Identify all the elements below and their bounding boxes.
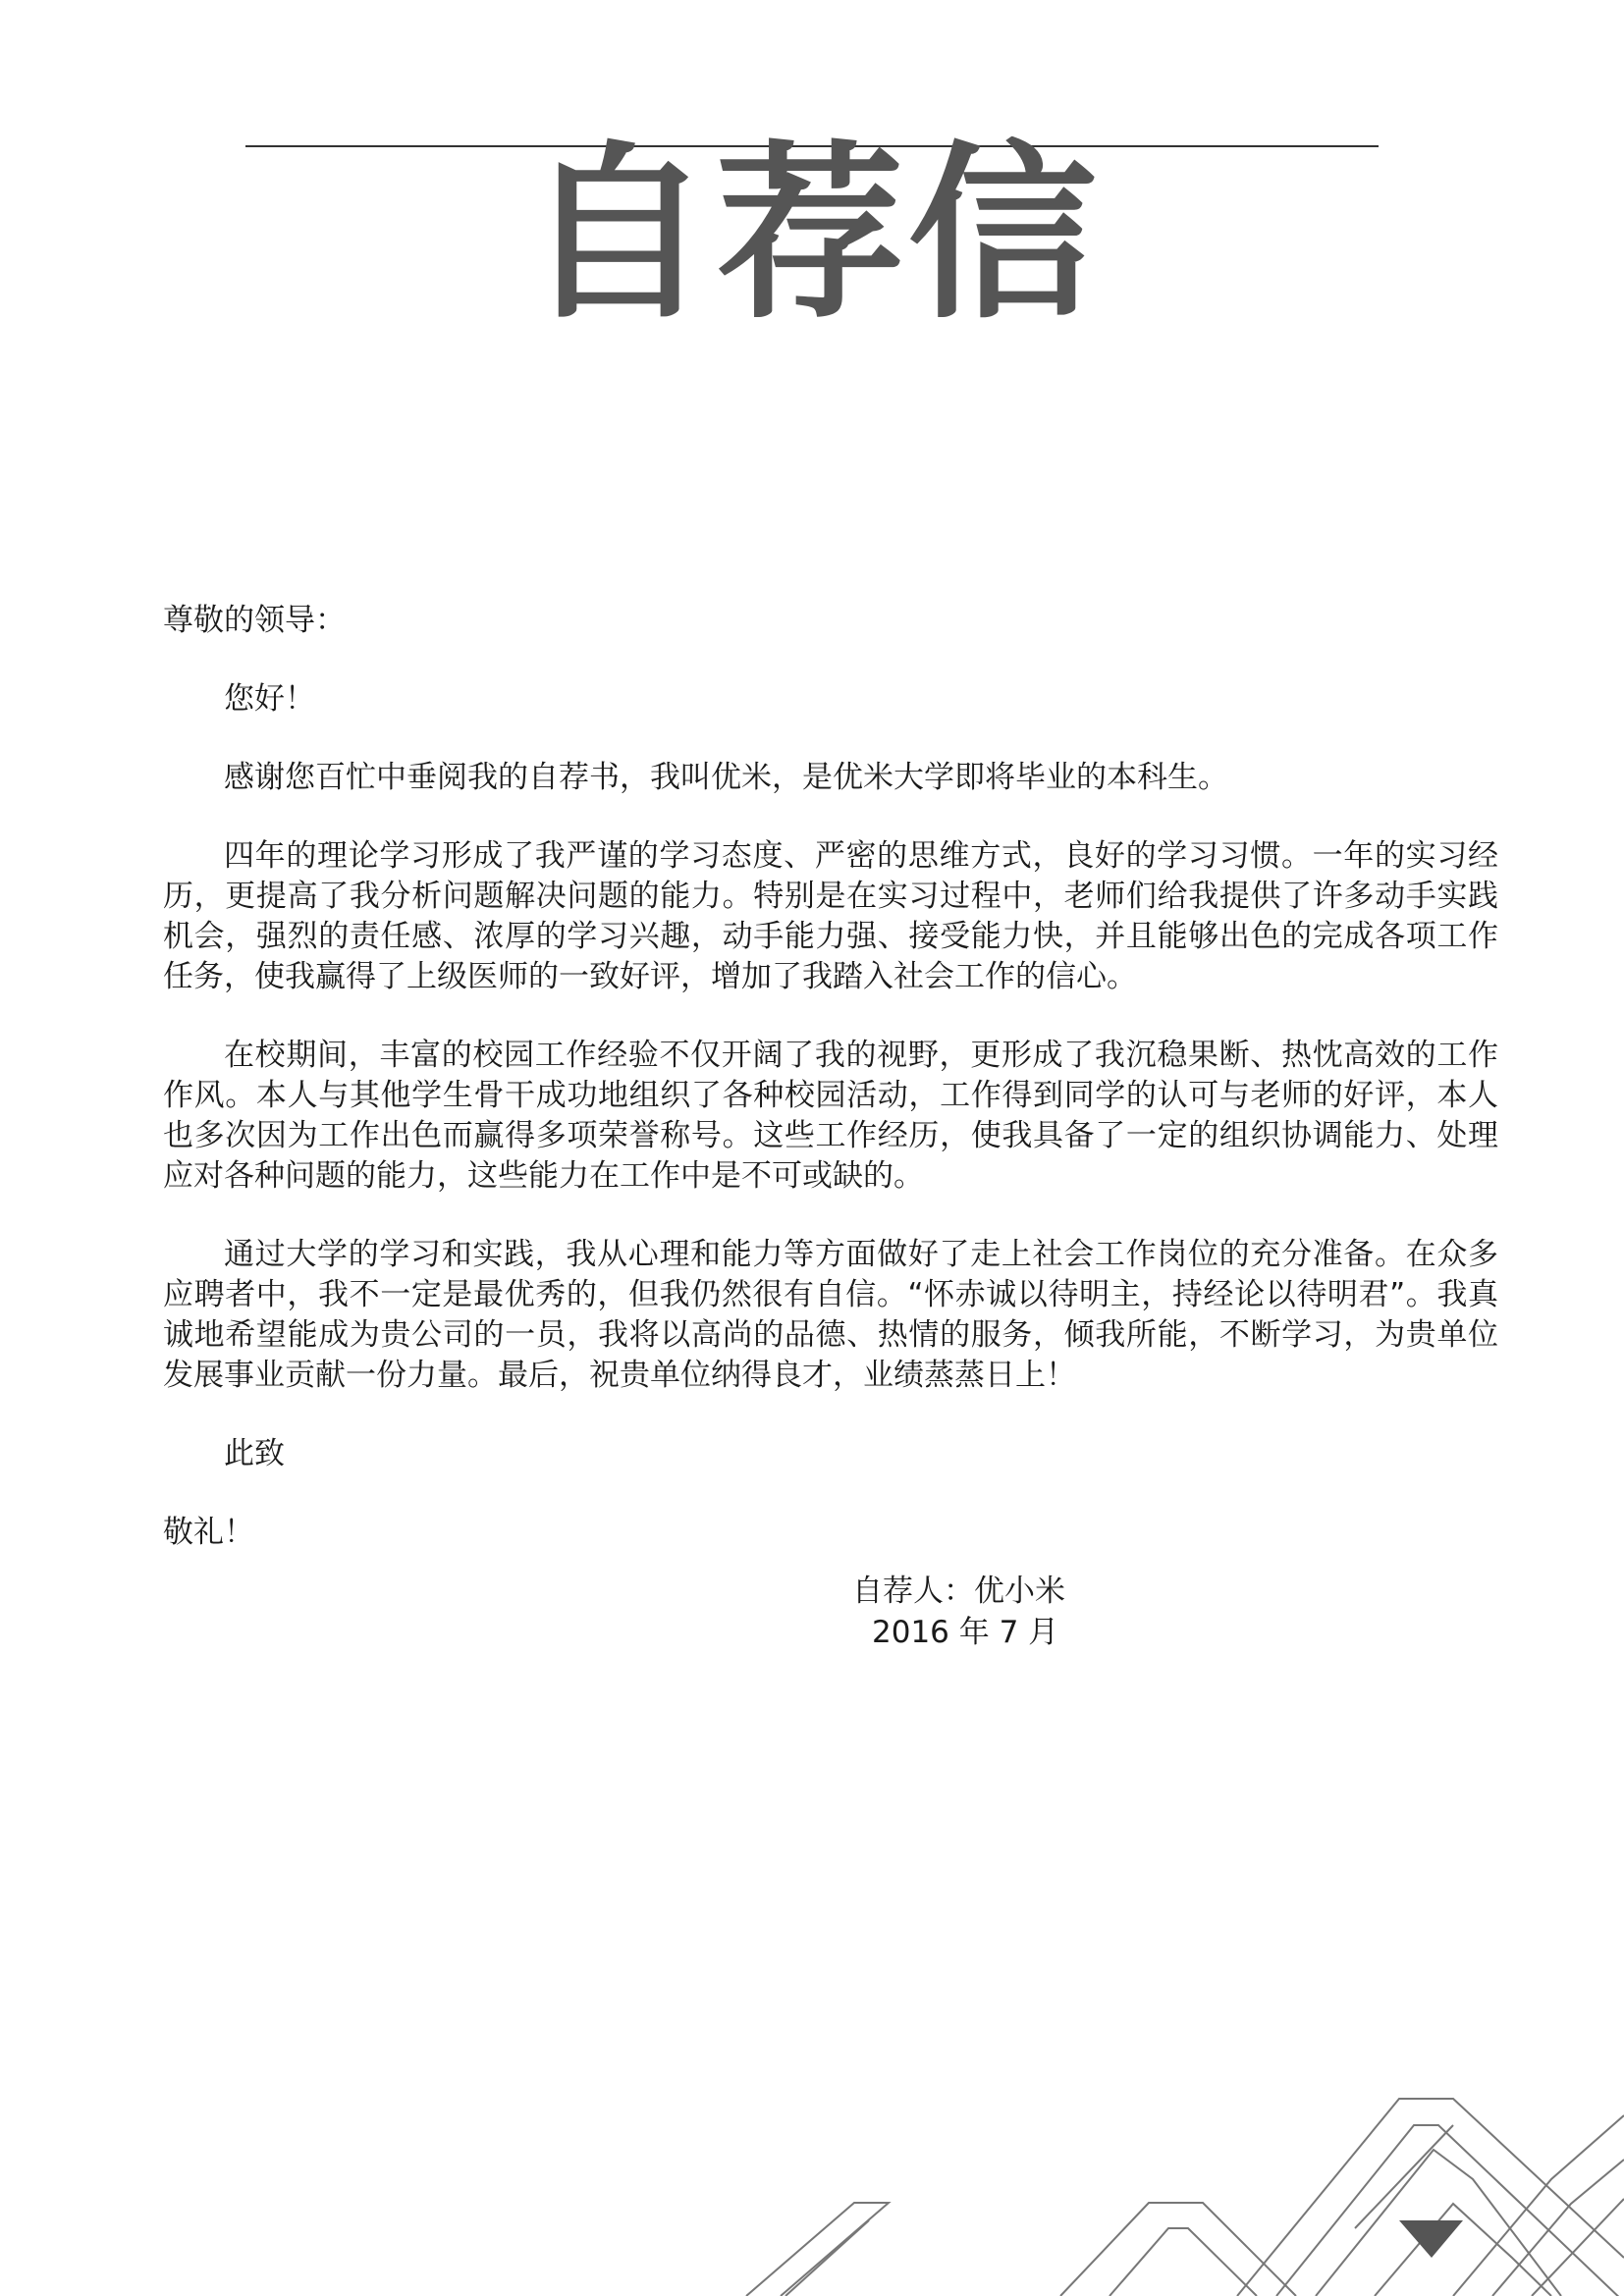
signature-name: 自荐人：优小米 [852,1574,1065,1609]
decorative-line [1316,2150,1561,2296]
decorative-line [1060,2203,1296,2296]
document-title: 自荐信 [523,126,1101,345]
decorative-line [785,2220,869,2296]
greeting: 您好！ [224,681,315,717]
decorative-triangle [1399,2220,1463,2258]
decorative-line [1237,2099,1624,2296]
closing-salute: 敬礼！ [163,1515,254,1550]
paragraph-2: 四年的理论学习形成了我严谨的学习态度、严密的思维方式，良好的学习习惯。一年的实习经历，更提高了我分析问题解决问题的能力。特别是在实习过程中，老师们给我提供了许多动手实践机会，强烈的责任感、浓厚的学习兴趣，动手能力强、接受能力快，并且能够出色的完成各项工作任务，使我赢得了上级医师的一致好评，增加了我踏入社会工作的信心。 [163,838,1498,994]
closing-respect: 此致 [224,1436,285,1471]
decorative-line [1276,2125,1624,2296]
decorative-line [1453,2115,1624,2296]
decorative-line [1492,2160,1624,2296]
paragraph-4: 通过大学的学习和实践，我从心理和能力等方面做好了走上社会工作岗位的充分准备。在众多应聘者中，我不一定是最优秀的，但我仍然很有自信。“怀赤诚以待明主，持经论以待明君”。我真诚地希望能成为贵公司的一员，我将以高尚的品德、热情的服务，倾我所能，不断学习，为贵单位发展事业贡献一份力量。最后，祝贵单位纳得良才，业绩蒸蒸日上！ [163,1237,1498,1393]
decorative-line [1110,2228,1257,2296]
salutation: 尊敬的领导： [163,603,346,638]
decorative-line [746,2203,889,2296]
decorative-line [1375,2204,1551,2296]
paragraph-3: 在校期间，丰富的校园工作经验不仅开阔了我的视野，更形成了我沉稳果断、热忱高效的工作作风。本人与其他学生骨干成功地组织了各种校园活动，工作得到同学的认可与老师的好评，本人也多次因为工作出色而赢得多项荣誉称号。这些工作经历，使我具备了一定的组织协调能力、处理应对各种问题的能力，这些能力在工作中是不可或缺的。 [163,1038,1498,1194]
decorative-line [1532,2199,1624,2296]
decorative-line [1355,2125,1453,2228]
paragraph-1: 感谢您百忙中垂阅我的自荐书，我叫优米，是优米大学即将毕业的本科生。 [224,760,1228,795]
signature-block [852,1571,1065,1653]
signature-date: 2016 年 7 月 [872,1615,1059,1650]
letter-body [163,601,1498,1553]
